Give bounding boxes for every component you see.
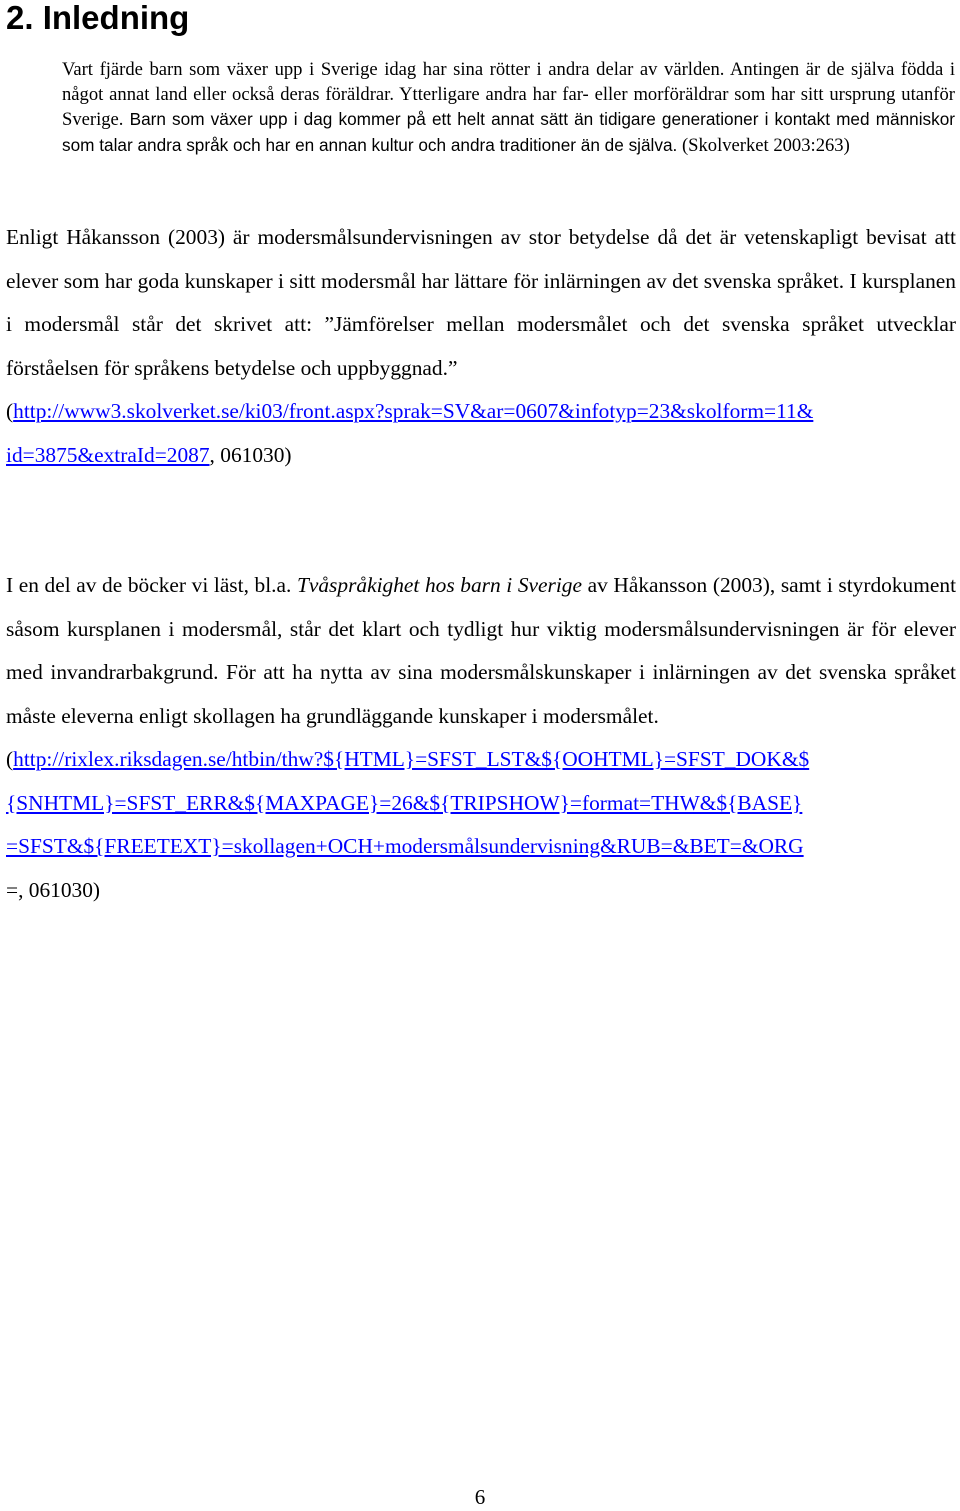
link-line: id=3875&extraId=2087 xyxy=(6,442,210,467)
paragraph-modersmal-kursplan xyxy=(6,216,956,477)
link-open-paren: ( xyxy=(6,747,14,771)
paragraph-text: Enligt Håkansson (2003) är modersmålsundervisningen av stor betydelse då det är vetenskapligt bevisat att elever som har goda kunskaper i sitt modersmål har lättare för inlärningen av det svenska språket. I kursplanen i modersmål står det skrivet att: ”Jämförelser mellan modersmålet och det svenska språket utvecklar förståelsen för språkens betydelse och uppbyggnad.” xyxy=(6,225,956,380)
citation-date: , 061030) xyxy=(209,442,292,467)
skolverket-link[interactable] xyxy=(6,399,813,467)
section-heading: 2. Inledning xyxy=(6,0,190,36)
block-quote xyxy=(62,58,955,158)
link-open-paren: ( xyxy=(6,399,14,423)
link-line: {SNHTML}=SFST_ERR&${MAXPAGE}=26&${TRIPSHOW}=format=THW&${BASE} xyxy=(6,790,803,815)
quote-text-sans: Barn som växer upp i dag kommer på ett helt annat sätt än tidigare generationer i kontakt med människor som talar andra språk och har en annan kultur och andra traditioner än de själva. xyxy=(62,109,955,155)
quote-text-serif: Vart fjärde barn som växer upp i Sverige idag har sina rötter i andra delar av världen. Antingen är de själva födda i något annat land eller också deras föräldrar. Ytterligare andra har far- eller morföräldrar som har sitt ursprung utanför Sverige. xyxy=(62,59,955,130)
link-line: =SFST&${FREETEXT}=skollagen+OCH+modersmålsundervisning&RUB=&BET=&ORG xyxy=(6,834,804,858)
paragraph-text: I en del av de böcker vi läst, bl.a. xyxy=(6,573,297,597)
page-number: 6 xyxy=(474,1485,486,1509)
quote-citation: (Skolverket 2003:263) xyxy=(677,134,850,156)
book-title: Tvåspråkighet hos barn i Sverige xyxy=(296,573,582,597)
link-line: http://www3.skolverket.se/ki03/front.aspx?sprak=SV&ar=0607&infotyp=23&skolform=11& xyxy=(13,399,814,423)
link-line: http://rixlex.riksdagen.se/htbin/thw?${HTML}=SFST_LST&${OOHTML}=SFST_DOK&$ xyxy=(13,747,810,771)
paragraph-tvasprakighet xyxy=(6,564,956,912)
paragraph-text: av Håkansson (2003), samt i styrdokument såsom kursplanen i modersmål, står det klart och tydligt hur viktig modersmålsundervisningen är för elever med invandrarbakgrund. För att ha nytta av sina modersmålskunskaper i inlärningen av det svenska språket måste eleverna enligt skollagen ha grundläggande kunskaper i modersmålet. xyxy=(6,573,957,728)
riksdagen-link[interactable] xyxy=(6,747,809,858)
citation-date: =, 061030) xyxy=(6,877,101,902)
